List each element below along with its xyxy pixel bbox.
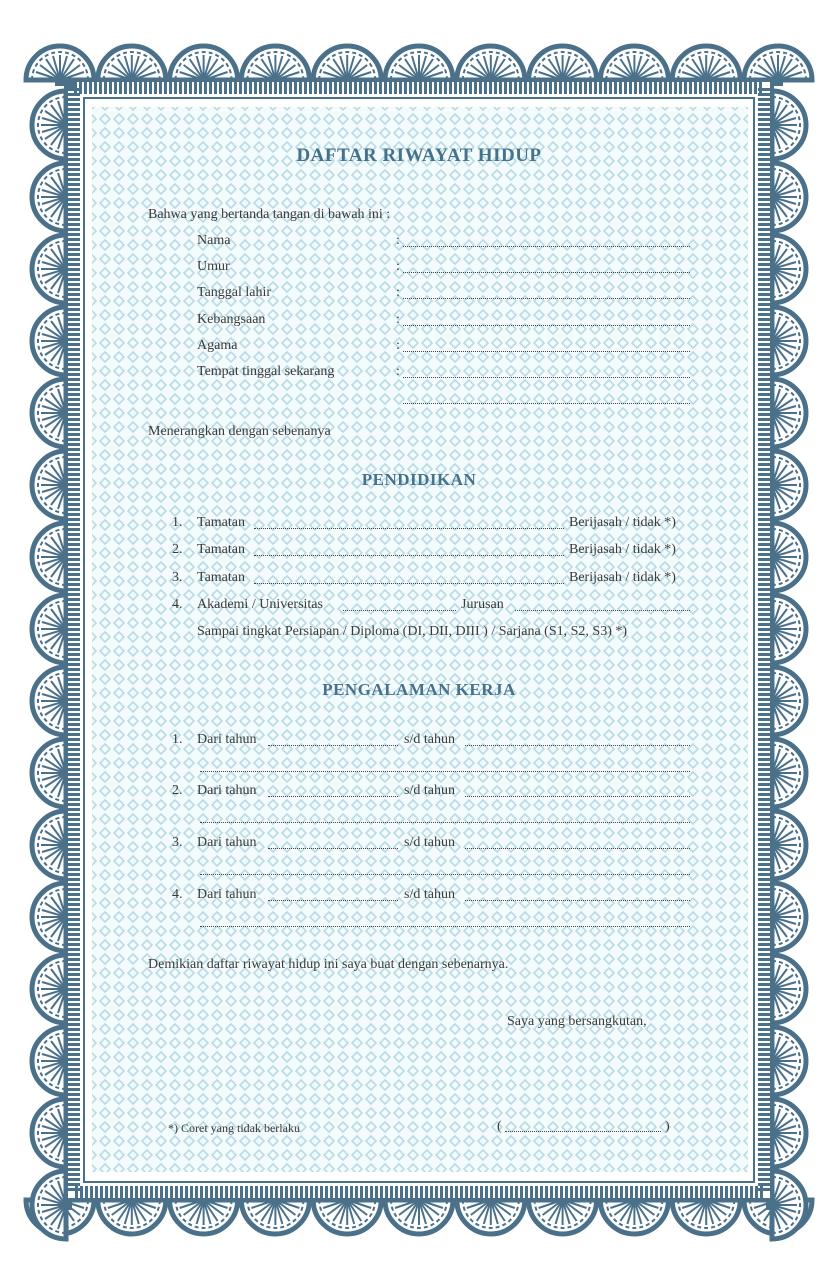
field-colon: : bbox=[396, 233, 400, 248]
education-label: Tamatan bbox=[197, 542, 245, 557]
statement-text: Menerangkan dengan sebenanya bbox=[148, 424, 331, 439]
field-label: Tanggal lahir bbox=[197, 285, 272, 300]
field-label: Nama bbox=[197, 233, 231, 248]
education-label: Tamatan bbox=[197, 570, 245, 585]
major-label: Jurusan bbox=[461, 597, 504, 612]
work-to-label: s/d tahun bbox=[404, 783, 455, 798]
field-input[interactable] bbox=[403, 325, 690, 326]
closing-text: Demikian daftar riwayat hidup ini saya buat dengan sebenarnya. bbox=[148, 957, 509, 972]
field-colon: : bbox=[396, 285, 400, 300]
education-suffix: Berijasah / tidak *) bbox=[569, 542, 676, 557]
field-colon: : bbox=[396, 259, 400, 274]
signature-close: ) bbox=[665, 1119, 670, 1134]
work-number: 4. bbox=[172, 887, 183, 902]
footnote: *) Coret yang tidak berlaku bbox=[168, 1121, 300, 1135]
field-label: Tempat tinggal sekarang bbox=[197, 364, 335, 379]
work-detail-input[interactable] bbox=[200, 926, 690, 927]
education-number: 1. bbox=[172, 515, 183, 530]
academy-label: Akademi / Universitas bbox=[197, 597, 323, 612]
education-input[interactable] bbox=[254, 583, 564, 584]
work-from-input[interactable] bbox=[268, 848, 398, 849]
education-suffix: Berijasah / tidak *) bbox=[569, 515, 676, 530]
work-to-input[interactable] bbox=[465, 848, 690, 849]
work-to-input[interactable] bbox=[465, 796, 690, 797]
signature-name-input[interactable] bbox=[505, 1131, 661, 1132]
work-from-label: Dari tahun bbox=[197, 835, 257, 850]
intro-text: Bahwa yang bertanda tangan di bawah ini : bbox=[148, 207, 391, 222]
education-number: 3. bbox=[172, 570, 183, 585]
field-label: Umur bbox=[197, 259, 230, 274]
work-to-label: s/d tahun bbox=[404, 732, 455, 747]
page-title: DAFTAR RIWAYAT HIDUP bbox=[296, 145, 542, 166]
work-from-label: Dari tahun bbox=[197, 732, 257, 747]
field-label: Kebangsaan bbox=[197, 312, 266, 327]
education-suffix: Berijasah / tidak *) bbox=[569, 570, 676, 585]
work-from-label: Dari tahun bbox=[197, 783, 257, 798]
academy-input[interactable] bbox=[343, 610, 456, 611]
field-input[interactable] bbox=[403, 246, 690, 247]
work-to-input[interactable] bbox=[465, 900, 690, 901]
signer-text: Saya yang bersangkutan, bbox=[507, 1014, 647, 1029]
field-input[interactable] bbox=[403, 377, 690, 378]
field-label: Agama bbox=[197, 338, 238, 353]
work-to-input[interactable] bbox=[465, 745, 690, 746]
education-number: 2. bbox=[172, 542, 183, 557]
work-detail-input[interactable] bbox=[200, 874, 690, 875]
academy-number: 4. bbox=[172, 597, 183, 612]
work-to-label: s/d tahun bbox=[404, 835, 455, 850]
education-label: Tamatan bbox=[197, 515, 245, 530]
work-detail-input[interactable] bbox=[200, 771, 690, 772]
work-from-label: Dari tahun bbox=[197, 887, 257, 902]
major-input[interactable] bbox=[515, 610, 690, 611]
field-colon: : bbox=[396, 364, 400, 379]
work-from-input[interactable] bbox=[268, 745, 398, 746]
work-detail-input[interactable] bbox=[200, 822, 690, 823]
education-heading: PENDIDIKAN bbox=[361, 470, 477, 489]
work-number: 1. bbox=[172, 732, 183, 747]
education-level-text: Sampai tingkat Persiapan / Diploma (DI, DII, DIII ) / Sarjana (S1, S2, S3) *) bbox=[197, 624, 628, 639]
work-from-input[interactable] bbox=[268, 900, 398, 901]
field-colon: : bbox=[396, 312, 400, 327]
field-input[interactable] bbox=[403, 272, 690, 273]
education-input[interactable] bbox=[254, 528, 564, 529]
signature-open: ( bbox=[497, 1119, 502, 1134]
work-to-label: s/d tahun bbox=[404, 887, 455, 902]
work-from-input[interactable] bbox=[268, 796, 398, 797]
field-input[interactable] bbox=[403, 298, 690, 299]
work-number: 2. bbox=[172, 783, 183, 798]
work-number: 3. bbox=[172, 835, 183, 850]
address-line-2[interactable] bbox=[403, 403, 690, 404]
field-colon: : bbox=[396, 338, 400, 353]
field-input[interactable] bbox=[403, 351, 690, 352]
education-input[interactable] bbox=[254, 555, 564, 556]
work-heading: PENGALAMAN KERJA bbox=[322, 680, 516, 699]
